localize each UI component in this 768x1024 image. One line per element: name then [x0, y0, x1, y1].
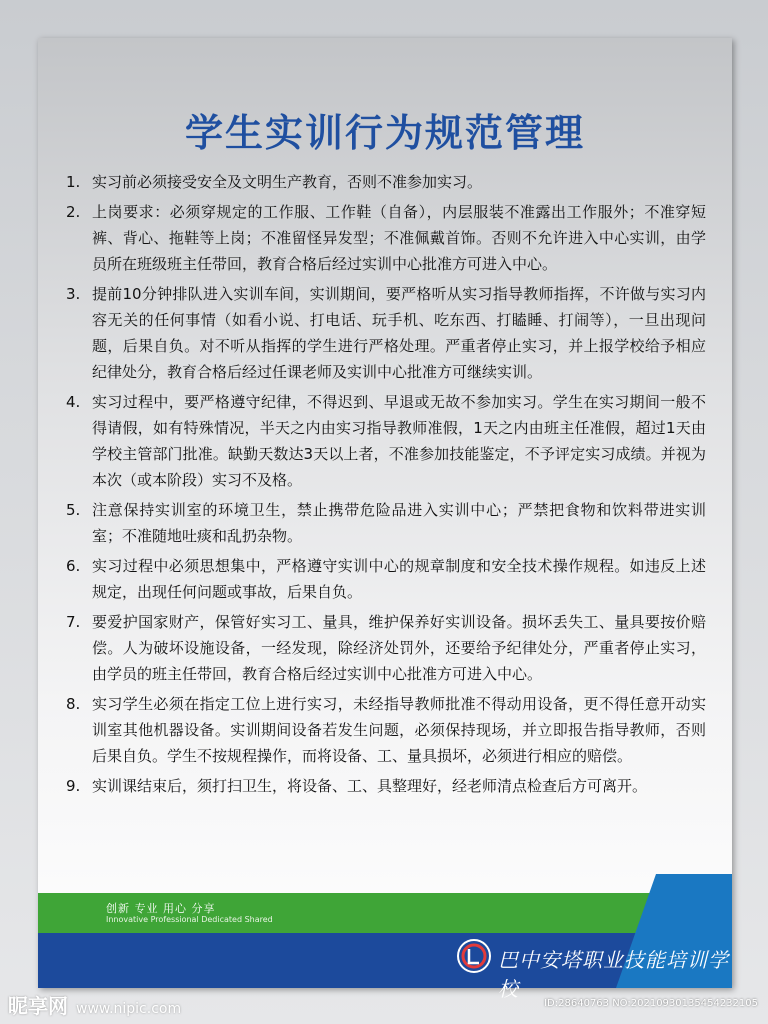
rule-text: 实习前必须接受安全及文明生产教育，否则不准参加实习。 [92, 173, 483, 191]
watermark-brand-text: 昵享网 [8, 994, 68, 1018]
notice-board [38, 38, 732, 1001]
page-title: 学生实训行为规范管理 [184, 111, 585, 155]
school-logo-icon [456, 938, 492, 974]
rule-text: 注意保持实训室的环境卫生，禁止携带危险品进入实训中心；严禁把食物和饮料带进实训室；不准随地吐痰和乱扔杂物。 [92, 501, 706, 545]
watermark-brand [8, 990, 181, 1019]
rule-number: 2. [66, 203, 81, 221]
rule-text: 实训课结束后，须打扫卫生，将设备、工、具整理好，经老师清点检查后方可离开。 [92, 777, 648, 795]
rule-number: 8. [66, 695, 81, 713]
slogan-english: Innovative Professional Dedicated Shared [106, 915, 273, 924]
rule-number: 7. [66, 613, 81, 631]
rule-text: 实习学生必须在指定工位上进行实习，未经指导教师批准不得动用设备，更不得任意开动实训室其他机器设备。实训期间设备若发生问题，必须保持现场，并立即报告指导教师，否则后果自负。学生不按规程操作，而将设备、工、量具损坏，必须进行相应的赔偿。 [92, 695, 706, 765]
slogan-chinese: 创新 专业 用心 分享 [106, 902, 216, 915]
rules-list [66, 169, 706, 803]
rule-number: 9. [66, 777, 81, 795]
rule-number: 1. [66, 173, 81, 191]
rule-item [66, 609, 706, 687]
rule-number: 6. [66, 557, 81, 575]
rule-text: 上岗要求：必须穿规定的工作服、工作鞋（自备），内层服装不准露出工作服外；不准穿短裤、背心、拖鞋等上岗；不准留怪异发型；不准佩戴首饰。否则不允许进入中心实训，由学员所在班级班主任带回，教育合格后经过实训中心批准方可进入中心。 [92, 203, 706, 273]
rule-item [66, 281, 706, 385]
rule-item [66, 169, 706, 195]
rule-text: 提前10分钟排队进入实训车间，实训期间，要严格听从实习指导教师指挥，不许做与实习内容无关的任何事情（如看小说、打电话、玩手机、吃东西、打瞌睡、打闹等），一旦出现问题，后果自负。对不听从指挥的学生进行严格处理。严重者停止实习，并上报学校给予相应纪律处分，教育合格后经过任课老师及实训中心批准方可继续实训。 [92, 285, 706, 381]
rule-number: 3. [66, 285, 81, 303]
rule-number: 5. [66, 501, 81, 519]
rule-item [66, 497, 706, 549]
rule-number: 4. [66, 393, 81, 411]
rule-text: 实习过程中必须思想集中，严格遵守实训中心的规章制度和安全技术操作规程。如违反上述规定，出现任何问题或事故，后果自负。 [92, 557, 706, 601]
rule-item [66, 691, 706, 769]
rule-text: 要爱护国家财产，保管好实习工、量具，维护保养好实训设备。损坏丢失工、量具要按价赔偿。人为破坏设施设备，一经发现，除经济处罚外，还要给予纪律处分，严重者停止实习，由学员的班主任带回，教育合格后经过实训中心批准方可进入中心。 [92, 613, 706, 683]
image-id: ID:28640763 NO:20210930135454232105 [544, 998, 758, 1009]
rule-item [66, 553, 706, 605]
rule-text: 实习过程中，要严格遵守纪律，不得迟到、早退或无故不参加实习。学生在实习期间一般不得请假，如有特殊情况，半天之内由实习指导教师准假，1天之内由班主任准假，超过1天由学校主管部门批准。缺勤天数达3天以上者，不准参加技能鉴定，不予评定实习成绩。并视为本次（或本阶段）实习不及格。 [92, 393, 706, 489]
rule-item [66, 773, 706, 799]
rule-item [66, 199, 706, 277]
rule-item [66, 389, 706, 493]
school-name: 巴中安塔职业技能培训学校 [498, 948, 729, 1001]
watermark-url: www.nipic.com [76, 1001, 182, 1017]
